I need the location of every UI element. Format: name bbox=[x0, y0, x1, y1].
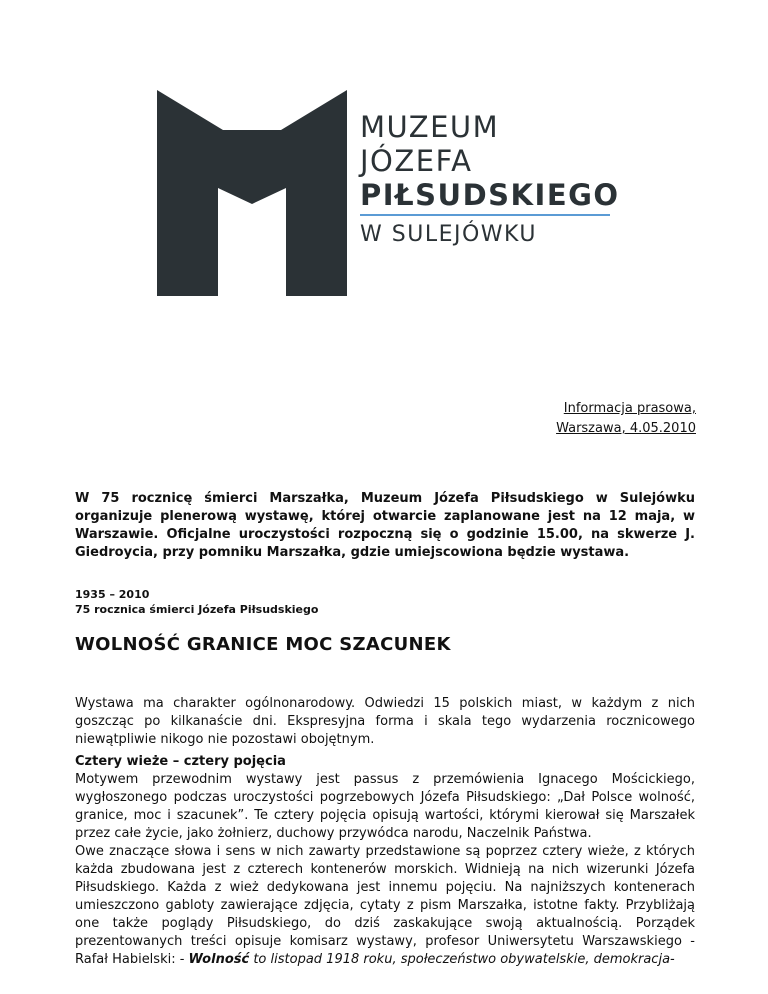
museum-logo-mark-icon bbox=[157, 90, 347, 296]
exhibition-title: WOLNOŚĆ GRANICE MOC SZACUNEK bbox=[75, 634, 451, 655]
section-paragraph-2 bbox=[75, 843, 695, 969]
logo-line-w-sulejowku: W SULEJÓWKU bbox=[360, 222, 537, 247]
museum-logo-wordmark bbox=[360, 110, 620, 248]
anniversary-caption: 75 rocznica śmierci Józefa Piłsudskiego bbox=[75, 603, 319, 616]
section-heading: Cztery wieże – cztery pojęcia bbox=[75, 754, 286, 769]
anniversary-years: 1935 – 2010 bbox=[75, 588, 150, 601]
lead-paragraph: W 75 rocznicę śmierci Marszałka, Muzeum Józefa Piłsudskiego w Sulejówku organizuje plenerową wystawę, której otwarcie zaplanowane jest na 12 maja, w Warszawie. Oficjalne uroczystości rozpoczną się o godzinie 15.00, na skwerze J. Giedroycia, przy pomniku Marszałka, gdzie umiejscowiona będzie wystawa. bbox=[75, 491, 695, 560]
section-paragraph-2-text: Owe znaczące słowa i sens w nich zawarty przedstawione są poprzez cztery wieże, z których każda zbudowana jest z czterech kontenerów morskich. Widnieją na nich wizerunki Józefa Piłsudskiego. Każda z wież dedykowana jest innemu pojęciu. Na najniższych kontenerach umieszczono gabloty zawierające zdjęcia, cytaty z pism Marszałka, istotne fakty. Przybliżają one także poglądy Piłsudskiego, do dziś zaskakujące swoją aktualnością. Porządek prezentowanych treści opisuje komisarz wystawy, profesor Uniwersytetu Warszawskiego - Rafał Habielski: - bbox=[75, 844, 695, 967]
intro-paragraph: Wystawa ma charakter ogólnonarodowy. Odwiedzi 15 polskich miast, w każdym z nich goszcząc po kilkanaście dni. Ekspresyjna forma i skala tego wydarzenia rocznicowego niewątpliwie nikogo nie pozostawi obojętnym. bbox=[75, 696, 695, 747]
logo-line-muzeum: MUZEUM bbox=[360, 110, 500, 144]
section-paragraph-2-tail: to listopad 1918 roku, społeczeństwo obywatelskie, demokracja- bbox=[249, 952, 675, 967]
logo-line-pilsudskiego: PIŁSUDSKIEGO bbox=[360, 178, 620, 212]
section-body bbox=[75, 771, 695, 969]
press-info-label: Informacja prasowa, bbox=[563, 401, 696, 416]
logo-line-jozefa: JÓZEFA bbox=[360, 144, 473, 178]
term-wolnosc: Wolność bbox=[188, 952, 250, 967]
press-info bbox=[556, 399, 696, 439]
anniversary-block bbox=[75, 587, 318, 617]
press-info-date: Warszawa, 4.05.2010 bbox=[556, 421, 696, 436]
logo-blue-rule bbox=[360, 214, 610, 216]
section-paragraph-1: Motywem przewodnim wystawy jest passus z przemówienia Ignacego Mościckiego, wygłoszonego podczas uroczystości pogrzebowych Józefa Piłsudskiego: „Dał Polsce wolność, granice, moc i szacunek”. Te cztery pojęcia opisują wartości, którymi kierował się Marszałek przez całe życie, jako żołnierz, duchowy przywódca narodu, Naczelnik Państwa. bbox=[75, 772, 695, 841]
logo-m-shape bbox=[157, 90, 347, 296]
